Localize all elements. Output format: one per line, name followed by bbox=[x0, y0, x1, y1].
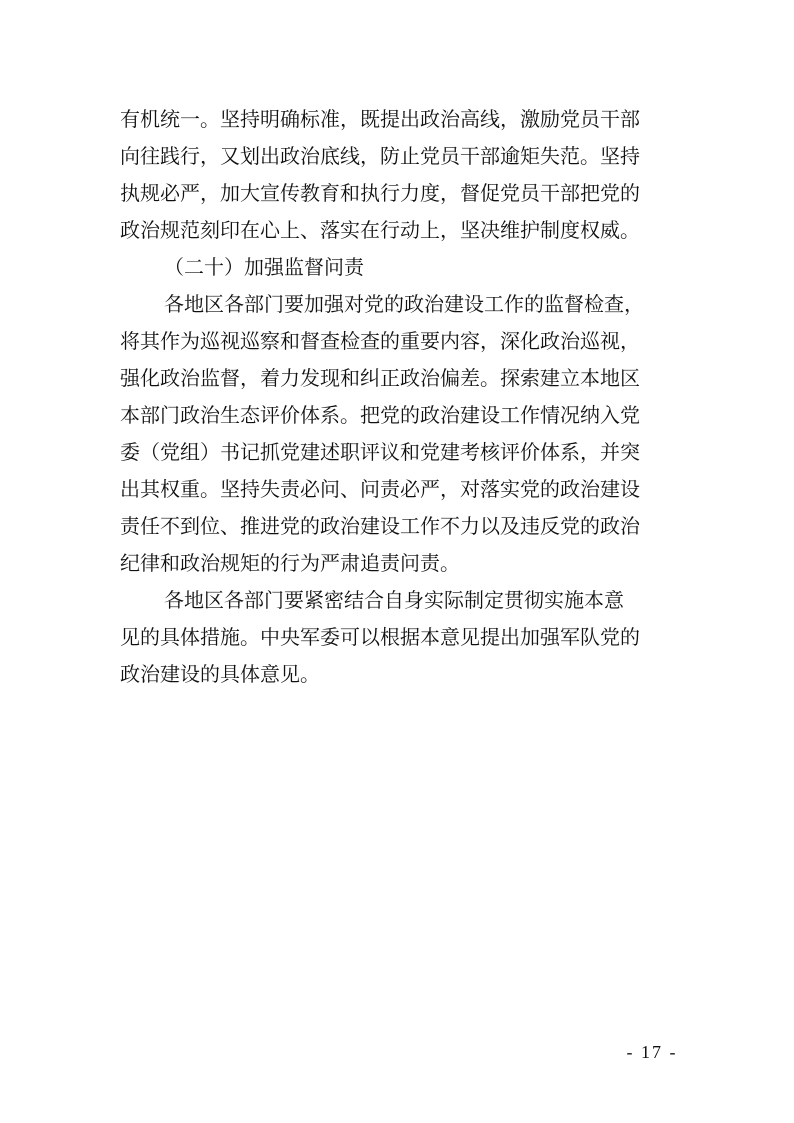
body-text bbox=[120, 101, 680, 693]
text-line: 委（党组）书记抓党建述职评议和党建考核评价体系，并突 bbox=[120, 440, 640, 464]
text-line: 有机统一。坚持明确标准，既提出政治高线，激励党员干部 bbox=[120, 107, 640, 131]
text-line: 政治规范刻印在心上、落实在行动上，坚决维护制度权威。 bbox=[120, 218, 640, 242]
text-line: 责任不到位、推进党的政治建设工作不力以及违反党的政治 bbox=[120, 514, 640, 538]
text-line: 本部门政治生态评价体系。把党的政治建设工作情况纳入党 bbox=[120, 403, 640, 427]
page-number: - 17 - bbox=[626, 1042, 678, 1062]
text-line: 将其作为巡视巡察和督查检查的重要内容，深化政治巡视， bbox=[120, 329, 640, 353]
text-line: 强化政治监督，着力发现和纠正政治偏差。探索建立本地区 bbox=[120, 366, 640, 390]
text-line: 执规必严，加大宣传教育和执行力度，督促党员干部把党的 bbox=[120, 181, 640, 205]
text-line: 出其权重。坚持失责必问、问责必严，对落实党的政治建设 bbox=[120, 477, 640, 501]
text-line: 见的具体措施。中央军委可以根据本意见提出加强军队党的 bbox=[120, 625, 640, 649]
section-heading: （二十）加强监督问责 bbox=[164, 255, 364, 279]
text-line: 向往践行，又划出政治底线，防止党员干部逾矩失范。坚持 bbox=[120, 144, 640, 168]
paragraph-first-line: 各地区各部门要加强对党的政治建设工作的监督检查， bbox=[164, 292, 644, 316]
text-line: 政治建设的具体意见。 bbox=[120, 662, 320, 686]
text-line: 纪律和政治规矩的行为严肃追责问责。 bbox=[120, 551, 460, 575]
paragraph-first-line: 各地区各部门要紧密结合自身实际制定贯彻实施本意 bbox=[164, 588, 624, 612]
